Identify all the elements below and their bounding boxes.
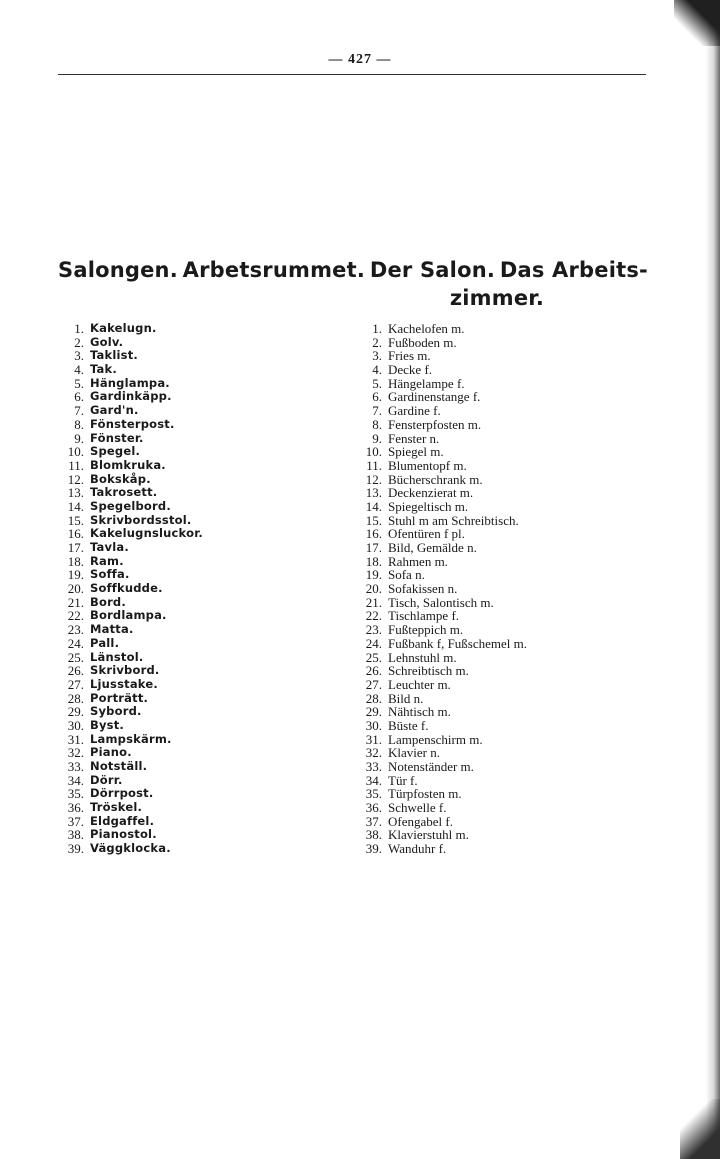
german-entry — [352, 555, 642, 569]
swedish-entry-term: Spegelbord. — [90, 498, 171, 513]
german-entry-number: 20. — [365, 581, 382, 597]
german-entry-number: 33. — [365, 759, 382, 774]
german-entry-term: Klavierstuhl m. — [388, 827, 469, 843]
german-entry-term: Sofakissen n. — [388, 581, 458, 597]
german-entry — [352, 787, 642, 801]
german-vocabulary-list — [352, 322, 642, 856]
german-entry — [352, 651, 642, 665]
swedish-entry-term: Dörrpost. — [90, 786, 154, 801]
german-entry-term: Fußteppich m. — [388, 622, 464, 638]
swedish-entry — [54, 582, 344, 596]
swedish-entry-term: Taklist. — [90, 348, 138, 363]
swedish-entry — [54, 664, 344, 678]
swedish-entry-number: 15. — [67, 512, 84, 528]
swedish-entry-number: 17. — [67, 540, 84, 555]
german-entry-term: Kachelofen m. — [388, 321, 465, 336]
german-entry-term: Lampenschirm m. — [388, 731, 483, 747]
german-entry — [352, 719, 642, 733]
german-entry-term: Tür f. — [388, 772, 418, 788]
swedish-entry-term: Väggklocka. — [90, 841, 171, 856]
german-entry-term: Schreibtisch m. — [388, 663, 469, 679]
swedish-entry — [54, 541, 344, 555]
swedish-entry — [54, 555, 344, 569]
german-entry — [352, 473, 642, 487]
swedish-entry — [54, 801, 344, 815]
heading-salongen: Salongen. — [58, 258, 178, 282]
heading-der-salon: Der Salon. — [369, 258, 496, 282]
swedish-entry-term: Golv. — [90, 334, 124, 349]
section-heading — [58, 256, 648, 312]
swedish-entry — [54, 678, 344, 692]
german-entry — [352, 390, 642, 404]
swedish-entry-term: Hänglampa. — [90, 375, 170, 390]
german-entry-number: 2. — [372, 334, 382, 350]
german-entry — [352, 760, 642, 774]
swedish-entry-number: 8. — [74, 416, 84, 432]
german-entry — [352, 541, 642, 555]
german-entry-number: 21. — [365, 594, 382, 610]
page-edge-shadow — [706, 0, 720, 1159]
swedish-entry-term: Ram. — [90, 553, 124, 568]
swedish-entry-term: Tavla. — [90, 540, 129, 554]
swedish-entry-number: 4. — [74, 362, 84, 378]
german-entry — [352, 815, 642, 829]
german-entry-term: Fries m. — [388, 348, 431, 364]
german-entry — [352, 418, 642, 432]
swedish-entry-term: Ljusstake. — [90, 676, 158, 691]
german-entry — [352, 404, 642, 418]
swedish-entry — [54, 842, 344, 856]
german-entry — [352, 432, 642, 446]
german-entry-term: Bild n. — [388, 690, 424, 706]
swedish-entry — [54, 459, 344, 473]
swedish-entry-term: Sybord. — [90, 704, 142, 719]
swedish-entry-number: 20. — [67, 581, 84, 597]
swedish-entry-number: 3. — [74, 348, 84, 364]
german-entry-term: Schwelle f. — [388, 800, 447, 816]
german-entry — [352, 363, 642, 377]
german-entry — [352, 445, 642, 459]
german-entry-number: 1. — [372, 321, 382, 336]
swedish-entry-number: 35. — [67, 786, 84, 802]
swedish-entry-number: 25. — [67, 649, 84, 665]
german-entry — [352, 336, 642, 350]
swedish-entry — [54, 486, 344, 500]
german-entry — [352, 623, 642, 637]
german-entry — [352, 705, 642, 719]
german-entry-number: 35. — [365, 786, 382, 802]
german-entry-term: Deckenzierat m. — [388, 485, 474, 501]
swedish-entry-term: Gardinkäpp. — [90, 389, 172, 404]
german-entry-number: 16. — [365, 526, 382, 542]
swedish-entry — [54, 336, 344, 350]
german-entry-number: 8. — [372, 416, 382, 432]
german-entry — [352, 637, 642, 651]
swedish-entry-term: Dörr. — [90, 772, 123, 787]
page-corner-shadow — [674, 0, 720, 46]
swedish-entry-term: Bokskåp. — [90, 471, 151, 486]
german-entry-number: 28. — [365, 690, 382, 706]
german-entry — [352, 801, 642, 815]
heading-das-arbeits: Das Arbeits- — [499, 258, 648, 282]
german-entry — [352, 377, 642, 391]
german-entry-number: 34. — [365, 772, 382, 788]
german-entry-number: 17. — [365, 540, 382, 555]
swedish-entry — [54, 774, 344, 788]
swedish-entry-number: 31. — [67, 731, 84, 747]
german-entry-term: Lehnstuhl m. — [388, 649, 457, 665]
german-entry — [352, 664, 642, 678]
swedish-entry-term: Takrosett. — [90, 485, 158, 500]
swedish-entry-term: Soffa. — [90, 567, 130, 582]
swedish-entry — [54, 500, 344, 514]
swedish-entry-number: 22. — [67, 608, 84, 624]
swedish-entry-term: Tröskel. — [90, 800, 143, 815]
german-entry-term: Leuchter m. — [388, 676, 451, 692]
swedish-entry-number: 26. — [67, 663, 84, 679]
swedish-entry-term: Fönster. — [90, 430, 144, 445]
german-entry-number: 7. — [372, 403, 382, 419]
swedish-entry — [54, 609, 344, 623]
swedish-entry — [54, 568, 344, 582]
german-entry-number: 4. — [372, 362, 382, 378]
german-entry-number: 15. — [365, 512, 382, 528]
swedish-entry — [54, 692, 344, 706]
german-entry — [352, 842, 642, 856]
german-entry-number: 37. — [365, 813, 382, 829]
swedish-entry-number: 18. — [67, 553, 84, 569]
german-entry-term: Rahmen m. — [388, 553, 448, 569]
swedish-entry-number: 37. — [67, 813, 84, 829]
swedish-entry — [54, 349, 344, 363]
swedish-entry-term: Bord. — [90, 594, 126, 609]
german-entry-number: 27. — [365, 676, 382, 692]
german-entry — [352, 609, 642, 623]
swedish-entry-number: 7. — [74, 403, 84, 419]
german-entry-number: 31. — [365, 731, 382, 747]
swedish-entry-number: 34. — [67, 772, 84, 788]
german-entry — [352, 678, 642, 692]
swedish-entry-number: 10. — [67, 444, 84, 460]
swedish-entry-term: Notställ. — [90, 759, 148, 773]
swedish-entry — [54, 596, 344, 610]
german-entry-number: 12. — [365, 471, 382, 487]
german-entry-term: Nähtisch m. — [388, 704, 451, 720]
swedish-entry-term: Gard'n. — [90, 403, 139, 418]
swedish-entry-term: Kakelugn. — [90, 321, 157, 335]
german-entry-term: Bücherschrank m. — [388, 471, 483, 487]
german-entry-term: Tischlampe f. — [388, 608, 460, 624]
german-entry-term: Gardine f. — [388, 403, 441, 419]
german-entry — [352, 596, 642, 610]
german-entry-number: 25. — [365, 649, 382, 665]
german-entry-term: Blumentopf m. — [388, 457, 467, 473]
german-entry-number: 22. — [365, 608, 382, 624]
swedish-entry-number: 6. — [74, 389, 84, 405]
swedish-entry-term: Eldgaffel. — [90, 813, 155, 828]
swedish-entry-number: 39. — [67, 841, 84, 857]
swedish-entry-number: 2. — [74, 334, 84, 350]
swedish-entry — [54, 815, 344, 829]
german-entry-number: 11. — [366, 457, 382, 473]
german-entry-number: 19. — [365, 567, 382, 583]
swedish-entry-number: 12. — [67, 471, 84, 487]
german-entry — [352, 733, 642, 747]
swedish-entry-number: 13. — [67, 485, 84, 501]
page-number: — 427 — — [328, 52, 392, 67]
german-entry-number: 36. — [365, 800, 382, 816]
german-entry-number: 38. — [365, 827, 382, 843]
german-entry-number: 30. — [365, 717, 382, 733]
swedish-entry-number: 36. — [67, 800, 84, 816]
german-entry-number: 9. — [372, 430, 382, 446]
german-entry — [352, 527, 642, 541]
swedish-entry-term: Blomkruka. — [90, 457, 166, 472]
swedish-entry-term: Tak. — [90, 362, 117, 377]
swedish-entry-number: 5. — [74, 375, 84, 391]
swedish-entry-term: Spegel. — [90, 444, 141, 459]
swedish-entry — [54, 623, 344, 637]
german-entry-term: Ofengabel f. — [388, 813, 453, 829]
swedish-entry — [54, 473, 344, 487]
german-entry-term: Wanduhr f. — [388, 841, 447, 857]
swedish-entry — [54, 432, 344, 446]
swedish-entry-number: 23. — [67, 622, 84, 638]
swedish-entry-number: 1. — [74, 321, 84, 336]
swedish-entry-number: 14. — [67, 498, 84, 514]
german-entry-term: Gardinenstange f. — [388, 389, 481, 405]
swedish-entry — [54, 787, 344, 801]
page-bottom-corner-shadow — [680, 1099, 720, 1159]
swedish-entry — [54, 637, 344, 651]
german-entry-term: Fußboden m. — [388, 334, 457, 350]
heading-line-1 — [58, 256, 648, 284]
swedish-entry-term: Länstol. — [90, 649, 144, 664]
german-entry — [352, 568, 642, 582]
swedish-entry-number: 38. — [67, 827, 84, 843]
german-entry-term: Notenständer m. — [388, 759, 474, 774]
german-entry-number: 5. — [372, 375, 382, 391]
german-entry — [352, 746, 642, 760]
swedish-entry-term: Skrivbord. — [90, 663, 160, 678]
german-entry-term: Klavier n. — [388, 745, 440, 761]
header-rule — [58, 74, 646, 75]
german-entry — [352, 459, 642, 473]
swedish-entry-number: 27. — [67, 676, 84, 692]
swedish-entry-number: 21. — [67, 594, 84, 610]
swedish-entry — [54, 390, 344, 404]
swedish-entry-term: Pianostol. — [90, 827, 157, 842]
german-entry — [352, 500, 642, 514]
swedish-entry-number: 9. — [74, 430, 84, 446]
german-entry-number: 32. — [365, 745, 382, 761]
heading-arbetsrummet: Arbetsrummet. — [182, 258, 366, 282]
german-entry-term: Ofentüren f pl. — [388, 526, 465, 542]
german-entry-term: Türpfosten m. — [388, 786, 462, 802]
swedish-entry-number: 33. — [67, 759, 84, 774]
german-entry-number: 10. — [365, 444, 382, 460]
german-entry-number: 29. — [365, 704, 382, 720]
swedish-entry — [54, 651, 344, 665]
german-entry-term: Decke f. — [388, 362, 433, 378]
swedish-entry — [54, 828, 344, 842]
heading-zimmer: zimmer. — [449, 286, 544, 310]
swedish-entry — [54, 404, 344, 418]
swedish-entry-term: Byst. — [90, 717, 124, 732]
swedish-entry-term: Matta. — [90, 622, 134, 637]
german-entry — [352, 828, 642, 842]
german-entry — [352, 582, 642, 596]
swedish-entry-term: Bordlampa. — [90, 608, 167, 623]
swedish-entry-term: Fönsterpost. — [90, 416, 175, 431]
german-entry-number: 3. — [372, 348, 382, 364]
swedish-entry-term: Pall. — [90, 635, 120, 650]
german-entry — [352, 774, 642, 788]
german-entry-term: Stuhl m am Schreibtisch. — [388, 512, 519, 528]
swedish-entry — [54, 445, 344, 459]
german-entry-number: 23. — [365, 622, 382, 638]
swedish-entry-term: Soffkudde. — [90, 581, 163, 596]
swedish-entry — [54, 746, 344, 760]
swedish-entry-term: Piano. — [90, 745, 132, 760]
german-entry-number: 39. — [365, 841, 382, 857]
swedish-entry-term: Kakelugnsluckor. — [90, 526, 203, 541]
german-entry — [352, 349, 642, 363]
swedish-entry — [54, 705, 344, 719]
swedish-entry — [54, 760, 344, 774]
swedish-entry-number: 19. — [67, 567, 84, 583]
swedish-entry — [54, 733, 344, 747]
german-entry-number: 13. — [365, 485, 382, 501]
german-entry-number: 18. — [365, 553, 382, 569]
swedish-vocabulary-list — [54, 322, 344, 856]
swedish-entry — [54, 527, 344, 541]
german-entry — [352, 322, 642, 336]
german-entry-term: Tisch, Salontisch m. — [388, 594, 494, 610]
german-entry-term: Spiegeltisch m. — [388, 498, 469, 514]
swedish-entry-number: 32. — [67, 745, 84, 761]
swedish-entry-number: 29. — [67, 704, 84, 720]
german-entry-number: 24. — [365, 635, 382, 651]
swedish-entry-number: 11. — [68, 457, 84, 473]
swedish-entry-number: 28. — [67, 690, 84, 706]
swedish-entry-number: 30. — [67, 717, 84, 733]
german-entry-number: 14. — [365, 498, 382, 514]
german-entry-term: Büste f. — [388, 717, 429, 733]
german-entry — [352, 692, 642, 706]
german-entry-term: Fensterpfosten m. — [388, 416, 482, 432]
swedish-entry — [54, 322, 344, 336]
swedish-entry — [54, 377, 344, 391]
swedish-entry-term: Skrivbordsstol. — [90, 512, 192, 527]
swedish-entry — [54, 514, 344, 528]
swedish-entry — [54, 719, 344, 733]
swedish-entry-number: 24. — [67, 635, 84, 651]
german-entry-term: Spiegel m. — [388, 444, 444, 460]
german-entry-term: Bild, Gemälde n. — [388, 540, 477, 555]
german-entry — [352, 514, 642, 528]
german-entry-term: Fußbank f, Fußschemel m. — [388, 635, 528, 651]
german-entry-number: 6. — [372, 389, 382, 405]
swedish-entry-term: Lampskärm. — [90, 731, 172, 746]
german-entry-number: 26. — [365, 663, 382, 679]
german-entry — [352, 486, 642, 500]
german-entry-term: Fenster n. — [388, 430, 440, 446]
german-entry-term: Hängelampe f. — [388, 375, 465, 391]
german-entry-term: Sofa n. — [388, 567, 425, 583]
swedish-entry — [54, 418, 344, 432]
swedish-entry — [54, 363, 344, 377]
swedish-entry-number: 16. — [67, 526, 84, 542]
swedish-entry-term: Porträtt. — [90, 690, 149, 705]
